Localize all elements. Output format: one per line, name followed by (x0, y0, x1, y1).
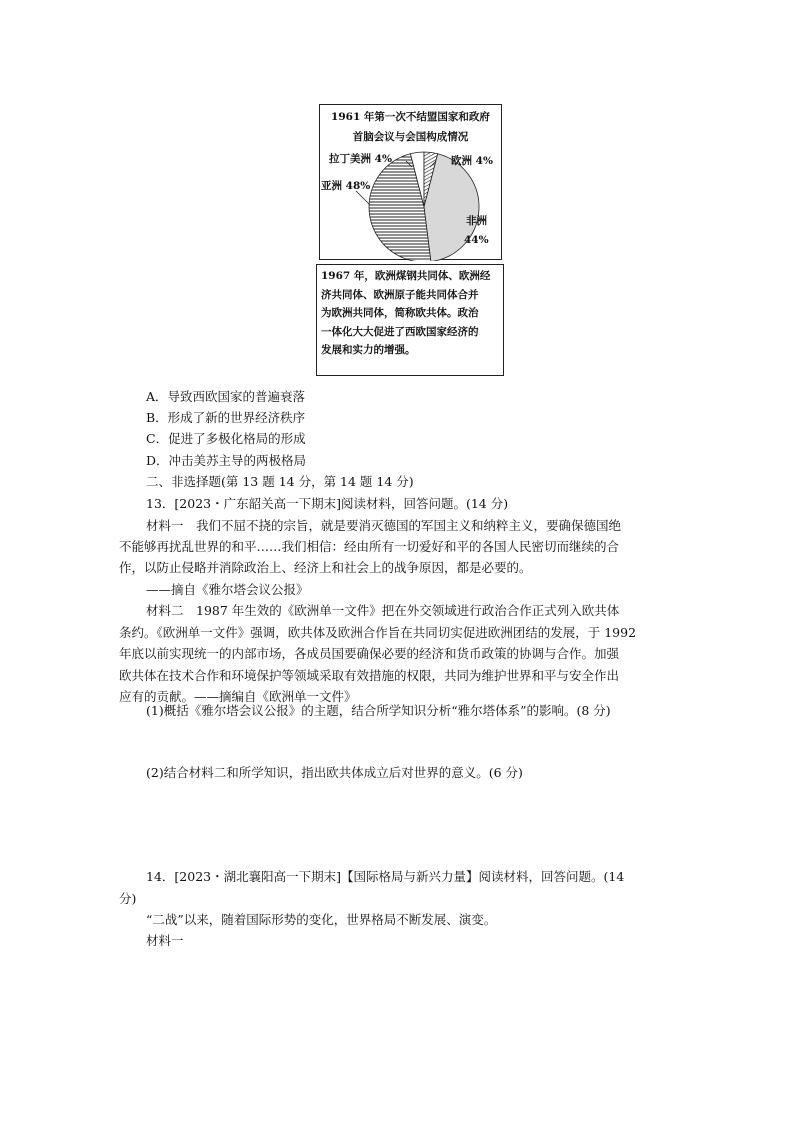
section-title: 二、非选择题(第 13 题 14 分，第 14 题 14 分) (146, 474, 414, 489)
option-b: B．形成了新的世界经济秩序 (146, 410, 306, 425)
q13-material2-line: 条约。《欧洲单一文件》强调，欧共体及欧洲合作旨在共同切实促进欧洲团结的发展，于 1992 (119, 625, 637, 640)
label-europe: 欧洲 4% (451, 155, 493, 167)
q13-material1-line: 作，以防止侵略并消除政治上、经济上和社会上的战争原因，都是必要的。 (119, 560, 532, 575)
label-asia: 亚洲 48% (321, 180, 371, 192)
material-line: 一体化大大促进了西欧国家经济的 (321, 325, 479, 338)
chart-title-line1: 1961 年第一次不结盟国家和政府 (331, 111, 490, 123)
q13-header: 13．[2023・广东韶关高一下期末]阅读材料，回答问题。(14 分) (146, 496, 509, 511)
q13-material1-line: 不能够再扰乱世界的和平……我们相信：经由所有一切爱好和平的各国人民密切而继续的合 (119, 539, 620, 554)
option-d: D．冲击美苏主导的两极格局 (146, 453, 307, 468)
material-text-box (316, 264, 504, 376)
chart-title-line2: 首脑会议与会国构成情况 (352, 131, 469, 143)
leader-line-asia (356, 191, 370, 205)
q13-material2-line: 材料二 1987 年生效的《欧洲单一文件》把在外交领域进行政治合作正式列入欧共体 (146, 603, 620, 618)
label-africa-name: 非洲 (466, 215, 487, 227)
q13-material2-line: 应有的贡献。——摘编自《欧洲单一文件》 (119, 689, 357, 704)
q14-header-line2: 分) (119, 891, 137, 906)
q14-material1-label: 材料一 (146, 933, 184, 948)
option-a: A．导致西欧国家的普遍衰落 (146, 389, 306, 404)
q13-subquestion-1: (1)概括《雅尔塔会议公报》的主题，结合所学知识分析“雅尔塔体系”的影响。(8 分) (146, 703, 611, 718)
q14-intro: “二战”以来，随着国际形势的变化，世界格局不断发展、演变。 (146, 912, 497, 927)
material-line: 发展和实力的增强。 (321, 344, 416, 356)
material-line: 济共同体、欧洲原子能共同体合并 (321, 288, 479, 301)
label-latin-america: 拉丁美洲 4% (329, 153, 392, 165)
q13-material1-source: ——摘自《雅尔塔会议公报》 (146, 582, 309, 597)
label-africa-pct: 44% (464, 234, 489, 246)
option-c: C．促进了多极化格局的形成 (146, 431, 306, 446)
material-line: 为欧洲共同体，简称欧共体。政治 (321, 307, 479, 319)
pie-chart-box (319, 104, 502, 260)
q13-material1-line: 材料一 我们不屈不挠的宗旨，就是要消灭德国的军国主义和纳粹主义，要确保德国绝 (146, 518, 622, 533)
q14-header-line1: 14．[2023・湖北襄阳高一下期末]【国际格局与新兴力量】阅读材料，回答问题。(14 (146, 869, 625, 884)
q13-subquestion-2: (2)结合材料二和所学知识，指出欧共体成立后对世界的意义。(6 分) (146, 765, 523, 780)
q13-material2-line: 欧共体在技术合作和环境保护等领域采取有效措施的权限，共同为维护世界和平与安全作出 (119, 668, 620, 683)
material-line: 1967 年，欧洲煤钢共同体、欧洲经 (321, 270, 491, 282)
q13-material2-line: 年底以前实现统一的内部市场，各成员国要确保必要的经济和货币政策的协调与合作。加强 (119, 646, 620, 661)
